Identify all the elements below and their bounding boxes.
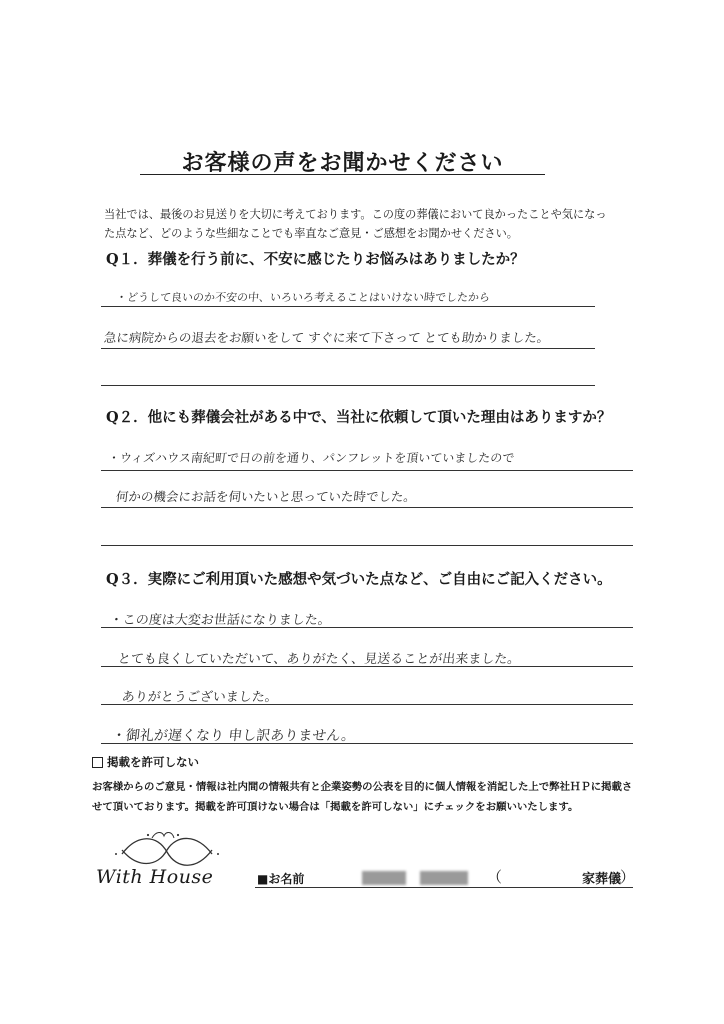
q1-rule-3	[101, 385, 595, 386]
q2-rule-3	[101, 545, 633, 546]
name-paren-close: ）	[620, 868, 636, 886]
q3-answer-line-4: ・御礼が遅くなり 申し訳ありません。	[111, 728, 357, 744]
consent-checkbox[interactable]	[92, 757, 103, 768]
consent-notice: お客様からのご意見・情報は社内間の情報共有と企業姿勢の公表を目的に個人情報を消記した上で弊社ＨＰに掲載させて頂いております。掲載を許可頂けない場合は「掲載を許可しない」にチェックをお願いいたします。	[92, 781, 633, 813]
q3-rule-1	[101, 627, 633, 628]
q1-rule-1	[101, 306, 595, 307]
name-paren-open: （	[487, 868, 503, 886]
q1-answer-line-2: 急に病院からの退去をお願いをして すぐに来て下さって とても助かりました。	[103, 330, 551, 345]
funeral-label: 家葬儀	[582, 872, 622, 887]
q1-rule-2	[101, 348, 595, 349]
q3-answer-line-1: ・この度は大変お世話になりました。	[109, 613, 332, 628]
question-1: Q１．葬儀を行う前に、不安に感じたりお悩みはありましたか？	[106, 251, 525, 268]
q3-answer-line-3: ありがとうございました。	[121, 690, 279, 705]
page-title: お客様の声をお聞かせください	[181, 150, 504, 176]
name-underline	[255, 887, 633, 888]
q2-rule-2	[101, 507, 633, 508]
q3-rule-3	[101, 704, 633, 705]
question-3: Q３．実際にご利用頂いた感想や気づいた点など、ご自由にご記入ください。	[106, 571, 612, 588]
q3-rule-2	[101, 666, 633, 667]
q3-rule-4	[101, 743, 633, 744]
question-2: Q２．他にも葬儀会社がある中で、当社に依頼して頂いた理由はありますか？	[106, 409, 612, 426]
q2-answer-line-2: 何かの機会にお話を伺いたいと思っていた時でした。	[115, 489, 417, 504]
intro-text: 当社では、最後のお見送りを大切に考えております。この度の葬儀において良かったことや気になった点など、どのような些細なことでも率直なご意見・ご感想をお聞かせください。	[104, 208, 607, 240]
q1-answer-line-1: ・どうして良いのか不安の中、いろいろ考えることはいけない時でしたから	[115, 291, 491, 304]
company-logo: With House	[96, 866, 214, 888]
consent-label: 掲載を許可しない	[107, 755, 199, 769]
q2-answer-line-1: ・ウィズハウス南紀町で日の前を通り、パンフレットを頂いていましたので	[107, 451, 516, 465]
redacted-surname	[362, 871, 406, 885]
name-label: ■お名前	[257, 872, 305, 886]
title-underline	[140, 174, 545, 175]
logo-ornament-icon	[112, 832, 222, 870]
q3-answer-line-2: とても良くしていただいて、ありがたく、見送ることが出来ました。	[117, 652, 522, 667]
redacted-given-name	[420, 871, 468, 885]
q2-rule-1	[101, 470, 633, 471]
